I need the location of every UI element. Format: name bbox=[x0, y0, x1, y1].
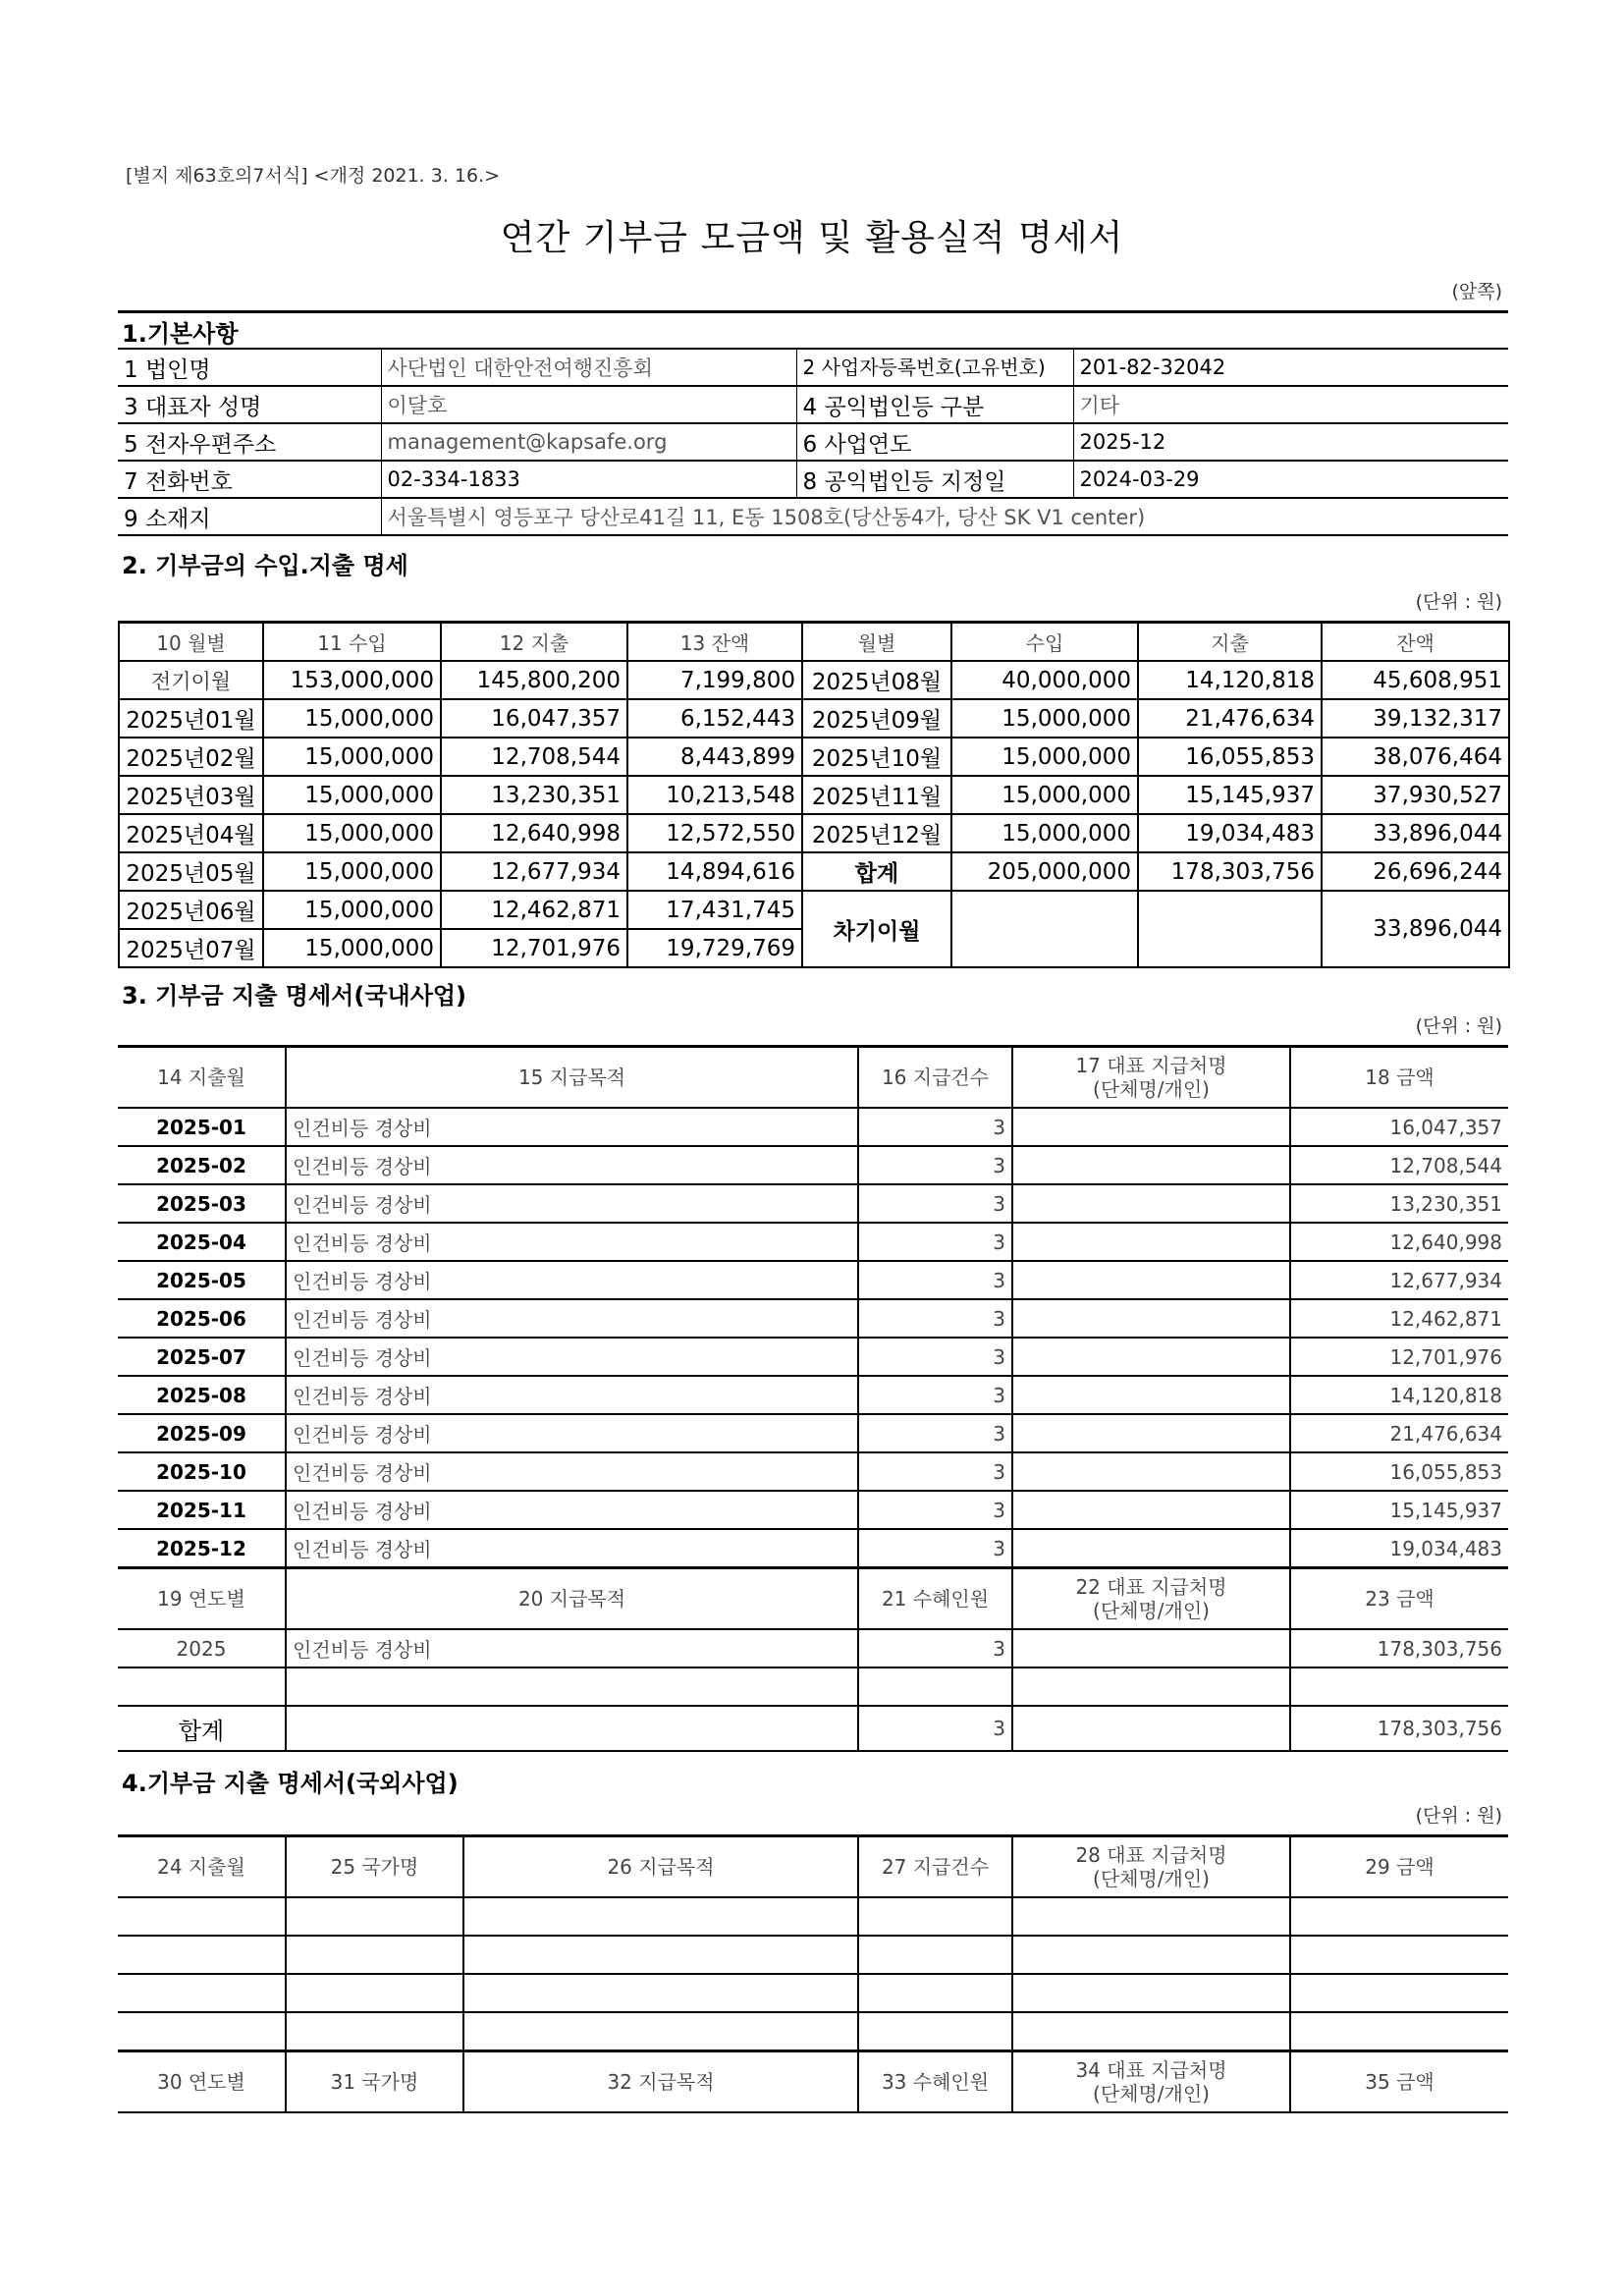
section1-top-rule bbox=[118, 310, 1508, 313]
empty-cell bbox=[1012, 2012, 1290, 2051]
purpose-cell: 인건비등 경상비 bbox=[286, 1146, 858, 1184]
amount-cell: 12,701,976 bbox=[1290, 1338, 1508, 1376]
month-cell: 2025-12 bbox=[118, 1529, 286, 1568]
section3-title: 3. 기부금 지출 명세서(국내사업) bbox=[122, 982, 467, 1010]
amount-cell: 12,677,934 bbox=[1290, 1261, 1508, 1299]
col-header-subline: (단체명/개인) bbox=[1093, 1077, 1210, 1101]
amount-cell: 14,120,818 bbox=[1290, 1376, 1508, 1414]
empty-cell bbox=[858, 1936, 1012, 1974]
table-row bbox=[118, 1667, 1508, 1706]
unit-note: (단위 : 원) bbox=[1415, 1015, 1502, 1037]
empty-cell bbox=[118, 2012, 286, 2051]
count-cell: 3 bbox=[858, 1299, 1012, 1338]
recipient-cell bbox=[1012, 1299, 1290, 1338]
table-row bbox=[118, 1108, 1508, 1146]
table-row bbox=[118, 1223, 1508, 1261]
recipient-cell bbox=[1012, 1376, 1290, 1414]
address-value: 서울특별시 영등포구 당산로41길 11, E동 1508호(당산동4가, 당산 SK V1 center) bbox=[381, 498, 1508, 535]
table-row bbox=[118, 1529, 1508, 1568]
empty-cell bbox=[118, 1897, 286, 1936]
amount-cell: 16,047,357 bbox=[1290, 1108, 1508, 1146]
purpose-cell: 인건비등 경상비 bbox=[286, 1452, 858, 1491]
month-cell: 2025-07 bbox=[118, 1338, 286, 1376]
month-cell: 2025년12월 bbox=[802, 814, 951, 852]
col-header bbox=[1012, 2051, 1290, 2113]
recipient-cell bbox=[1012, 1414, 1290, 1452]
empty-cell bbox=[286, 1897, 463, 1936]
balance-cell: 7,199,800 bbox=[627, 661, 802, 699]
expense-cell: 21,476,634 bbox=[1138, 699, 1322, 738]
table-row bbox=[119, 738, 1509, 776]
balance-total: 26,696,244 bbox=[1322, 852, 1509, 891]
month-cell: 2025-01 bbox=[118, 1108, 286, 1146]
income-cell: 15,000,000 bbox=[263, 814, 441, 852]
table-row bbox=[118, 1452, 1508, 1491]
col-header: 20 지급목적 bbox=[286, 1568, 858, 1630]
designation-date-value: 2024-03-29 bbox=[1073, 461, 1508, 498]
address-label: 9 소재지 bbox=[118, 498, 381, 535]
year-cell: 2025 bbox=[118, 1629, 286, 1667]
month-cell: 2025-03 bbox=[118, 1184, 286, 1223]
month-cell: 2025년01월 bbox=[119, 699, 263, 738]
empty-cell bbox=[1012, 1667, 1290, 1706]
expense-cell: 19,034,483 bbox=[1138, 814, 1322, 852]
amount-cell: 19,034,483 bbox=[1290, 1529, 1508, 1568]
ceo-label: 3 대표자 성명 bbox=[118, 386, 381, 423]
count-cell: 3 bbox=[858, 1184, 1012, 1223]
income-cell: 153,000,000 bbox=[263, 661, 441, 699]
col-header: 30 연도별 bbox=[118, 2051, 286, 2113]
col-header-subline: (단체명/개인) bbox=[1093, 2082, 1210, 2105]
expense-cell: 12,640,998 bbox=[441, 814, 627, 852]
table-row bbox=[118, 1974, 1508, 2012]
carry-forward-expense bbox=[1138, 891, 1322, 967]
balance-cell: 14,894,616 bbox=[627, 852, 802, 891]
month-cell: 2025년10월 bbox=[802, 738, 951, 776]
col-header: 지출 bbox=[1138, 623, 1322, 662]
income-cell: 15,000,000 bbox=[263, 699, 441, 738]
expense-cell: 13,230,351 bbox=[441, 776, 627, 814]
phone-label: 7 전화번호 bbox=[118, 461, 381, 498]
col-header: 잔액 bbox=[1322, 623, 1509, 662]
col-header: 29 금액 bbox=[1290, 1836, 1508, 1898]
col-header-subline: (단체명/개인) bbox=[1093, 1599, 1210, 1622]
income-expense-table bbox=[118, 621, 1510, 968]
total-label: 합계 bbox=[118, 1706, 286, 1751]
col-header: 18 금액 bbox=[1290, 1047, 1508, 1109]
table-header-row bbox=[118, 1568, 1508, 1630]
amount-cell: 12,462,871 bbox=[1290, 1299, 1508, 1338]
ceo-value: 이달호 bbox=[381, 386, 796, 423]
table-row bbox=[118, 1629, 1508, 1667]
income-cell: 15,000,000 bbox=[263, 929, 441, 967]
amount-cell: 21,476,634 bbox=[1290, 1414, 1508, 1452]
month-cell: 2025년02월 bbox=[119, 738, 263, 776]
table-row bbox=[118, 1146, 1508, 1184]
empty-cell bbox=[1012, 1706, 1290, 1751]
empty-cell bbox=[1290, 2012, 1508, 2051]
count-cell: 3 bbox=[858, 1146, 1012, 1184]
expense-cell: 12,462,871 bbox=[441, 891, 627, 929]
empty-cell bbox=[1290, 1974, 1508, 2012]
recipient-cell bbox=[1012, 1146, 1290, 1184]
beneficiary-cell: 3 bbox=[858, 1629, 1012, 1667]
count-cell: 3 bbox=[858, 1261, 1012, 1299]
total-amount: 178,303,756 bbox=[1290, 1706, 1508, 1751]
empty-cell bbox=[858, 2012, 1012, 2051]
month-cell: 2025-02 bbox=[118, 1146, 286, 1184]
month-cell: 2025-04 bbox=[118, 1223, 286, 1261]
empty-cell bbox=[463, 1897, 858, 1936]
col-header: 13 잔액 bbox=[627, 623, 802, 662]
purpose-cell: 인건비등 경상비 bbox=[286, 1414, 858, 1452]
empty-cell bbox=[1290, 1897, 1508, 1936]
col-header-line: 17 대표 지급처명 bbox=[1075, 1054, 1227, 1077]
empty-cell bbox=[286, 1974, 463, 2012]
table-row bbox=[118, 2012, 1508, 2051]
expense-cell: 12,677,934 bbox=[441, 852, 627, 891]
table-row bbox=[118, 1184, 1508, 1223]
domestic-expense-table bbox=[118, 1045, 1508, 1752]
income-cell: 15,000,000 bbox=[263, 852, 441, 891]
phone-value: 02-334-1833 bbox=[381, 461, 796, 498]
email-label: 5 전자우편주소 bbox=[118, 423, 381, 461]
count-cell: 3 bbox=[858, 1108, 1012, 1146]
recipient-cell bbox=[1012, 1223, 1290, 1261]
col-header: 10 월별 bbox=[119, 623, 263, 662]
count-cell: 3 bbox=[858, 1338, 1012, 1376]
fiscal-year-label: 6 사업연도 bbox=[796, 423, 1073, 461]
purpose-cell: 인건비등 경상비 bbox=[286, 1491, 858, 1529]
count-cell: 3 bbox=[858, 1529, 1012, 1568]
col-header: 14 지출월 bbox=[118, 1047, 286, 1109]
empty-cell bbox=[463, 1936, 858, 1974]
table-row bbox=[118, 1491, 1508, 1529]
empty-cell bbox=[1012, 1936, 1290, 1974]
expense-cell: 16,055,853 bbox=[1138, 738, 1322, 776]
email-value: management@kapsafe.org bbox=[381, 423, 796, 461]
empty-cell bbox=[286, 1706, 858, 1751]
form-reference: [별지 제63호의7서식] <개정 2021. 3. 16.> bbox=[126, 165, 501, 187]
table-header-row bbox=[118, 1836, 1508, 1898]
purpose-cell: 인건비등 경상비 bbox=[286, 1184, 858, 1223]
carry-forward-label: 차기이월 bbox=[802, 891, 951, 967]
col-header: 32 지급목적 bbox=[463, 2051, 858, 2113]
col-header: 27 지급건수 bbox=[858, 1836, 1012, 1898]
purpose-cell: 인건비등 경상비 bbox=[286, 1223, 858, 1261]
recipient-cell bbox=[1012, 1629, 1290, 1667]
table-header-row bbox=[119, 623, 1509, 662]
table-row bbox=[118, 1376, 1508, 1414]
table-row bbox=[119, 891, 1509, 929]
empty-cell bbox=[1290, 1936, 1508, 1974]
income-total: 205,000,000 bbox=[951, 852, 1138, 891]
amount-cell: 15,145,937 bbox=[1290, 1491, 1508, 1529]
col-header: 31 국가명 bbox=[286, 2051, 463, 2113]
table-total-row bbox=[118, 1706, 1508, 1751]
recipient-cell bbox=[1012, 1108, 1290, 1146]
month-cell: 2025년07월 bbox=[119, 929, 263, 967]
overseas-expense-table bbox=[118, 1834, 1508, 2113]
income-cell: 15,000,000 bbox=[263, 891, 441, 929]
empty-cell bbox=[286, 1936, 463, 1974]
table-row bbox=[119, 814, 1509, 852]
month-cell: 2025-10 bbox=[118, 1452, 286, 1491]
recipient-cell bbox=[1012, 1184, 1290, 1223]
recipient-cell bbox=[1012, 1529, 1290, 1568]
section2-title: 2. 기부금의 수입.지출 명세 bbox=[122, 552, 408, 579]
balance-cell: 45,608,951 bbox=[1322, 661, 1509, 699]
col-header: 15 지급목적 bbox=[286, 1047, 858, 1109]
fiscal-year-value: 2025-12 bbox=[1073, 423, 1508, 461]
balance-cell: 38,076,464 bbox=[1322, 738, 1509, 776]
purpose-cell: 인건비등 경상비 bbox=[286, 1529, 858, 1568]
expense-cell: 12,701,976 bbox=[441, 929, 627, 967]
income-cell: 15,000,000 bbox=[951, 699, 1138, 738]
basic-info-row bbox=[118, 386, 1508, 423]
month-cell: 2025-06 bbox=[118, 1299, 286, 1338]
col-header-line: 22 대표 지급처명 bbox=[1075, 1575, 1227, 1599]
amount-cell: 12,640,998 bbox=[1290, 1223, 1508, 1261]
expense-cell: 16,047,357 bbox=[441, 699, 627, 738]
designation-date-label: 8 공익법인등 지정일 bbox=[796, 461, 1073, 498]
table-row bbox=[118, 1338, 1508, 1376]
col-header: 23 금액 bbox=[1290, 1568, 1508, 1630]
table-row bbox=[119, 699, 1509, 738]
expense-cell: 145,800,200 bbox=[441, 661, 627, 699]
total-label: 합계 bbox=[802, 852, 951, 891]
income-cell: 15,000,000 bbox=[951, 738, 1138, 776]
carry-forward-balance: 33,896,044 bbox=[1322, 891, 1509, 967]
count-cell: 3 bbox=[858, 1414, 1012, 1452]
purpose-cell: 인건비등 경상비 bbox=[286, 1376, 858, 1414]
section1-title: 1.기본사항 bbox=[122, 320, 239, 348]
col-header bbox=[1012, 1047, 1290, 1109]
bizno-label: 2 사업자등록번호(고유번호) bbox=[796, 349, 1073, 386]
table-row bbox=[119, 852, 1509, 891]
col-header: 수입 bbox=[951, 623, 1138, 662]
month-cell: 2025년09월 bbox=[802, 699, 951, 738]
col-header bbox=[1012, 1568, 1290, 1630]
corp-name-label: 1 법인명 bbox=[118, 349, 381, 386]
recipient-cell bbox=[1012, 1261, 1290, 1299]
month-cell: 2025년05월 bbox=[119, 852, 263, 891]
empty-cell bbox=[286, 1667, 858, 1706]
table-header-row bbox=[118, 1047, 1508, 1109]
month-cell: 전기이월 bbox=[119, 661, 263, 699]
purpose-cell: 인건비등 경상비 bbox=[286, 1108, 858, 1146]
section4-title: 4.기부금 지출 명세서(국외사업) bbox=[122, 1770, 459, 1797]
table-row bbox=[118, 1299, 1508, 1338]
empty-cell bbox=[286, 2012, 463, 2051]
amount-cell: 178,303,756 bbox=[1290, 1629, 1508, 1667]
page-side-note: (앞쪽) bbox=[1451, 281, 1502, 302]
empty-cell bbox=[118, 1974, 286, 2012]
basic-info-row bbox=[118, 423, 1508, 461]
month-cell: 2025-08 bbox=[118, 1376, 286, 1414]
amount-cell: 12,708,544 bbox=[1290, 1146, 1508, 1184]
balance-cell: 12,572,550 bbox=[627, 814, 802, 852]
expense-cell: 14,120,818 bbox=[1138, 661, 1322, 699]
month-cell: 2025-05 bbox=[118, 1261, 286, 1299]
corp-name-value: 사단법인 대한안전여행진흥회 bbox=[381, 349, 796, 386]
col-header: 35 금액 bbox=[1290, 2051, 1508, 2113]
balance-cell: 6,152,443 bbox=[627, 699, 802, 738]
month-cell: 2025년08월 bbox=[802, 661, 951, 699]
count-cell: 3 bbox=[858, 1452, 1012, 1491]
amount-cell: 16,055,853 bbox=[1290, 1452, 1508, 1491]
col-header: 24 지출월 bbox=[118, 1836, 286, 1898]
balance-cell: 17,431,745 bbox=[627, 891, 802, 929]
basic-info-table bbox=[118, 348, 1508, 536]
empty-cell bbox=[1012, 1897, 1290, 1936]
page-title: 연간 기부금 모금액 및 활용실적 명세서 bbox=[500, 218, 1124, 258]
table-row bbox=[118, 1897, 1508, 1936]
col-header-line: 34 대표 지급처명 bbox=[1075, 2058, 1227, 2082]
count-cell: 3 bbox=[858, 1223, 1012, 1261]
empty-cell bbox=[463, 2012, 858, 2051]
balance-cell: 37,930,527 bbox=[1322, 776, 1509, 814]
basic-info-row bbox=[118, 498, 1508, 535]
purpose-cell: 인건비등 경상비 bbox=[286, 1299, 858, 1338]
purpose-cell: 인건비등 경상비 bbox=[286, 1338, 858, 1376]
unit-note: (단위 : 원) bbox=[1415, 1805, 1502, 1827]
col-header: 19 연도별 bbox=[118, 1568, 286, 1630]
purpose-cell: 인건비등 경상비 bbox=[286, 1629, 858, 1667]
month-cell: 2025-09 bbox=[118, 1414, 286, 1452]
empty-cell bbox=[858, 1974, 1012, 2012]
count-cell: 3 bbox=[858, 1491, 1012, 1529]
col-header: 16 지급건수 bbox=[858, 1047, 1012, 1109]
table-row bbox=[118, 1414, 1508, 1452]
total-count: 3 bbox=[858, 1706, 1012, 1751]
income-cell: 40,000,000 bbox=[951, 661, 1138, 699]
basic-info-row bbox=[118, 461, 1508, 498]
income-cell: 15,000,000 bbox=[263, 776, 441, 814]
expense-cell: 15,145,937 bbox=[1138, 776, 1322, 814]
table-row bbox=[118, 1261, 1508, 1299]
corp-type-label: 4 공익법인등 구분 bbox=[796, 386, 1073, 423]
col-header: 21 수혜인원 bbox=[858, 1568, 1012, 1630]
balance-cell: 39,132,317 bbox=[1322, 699, 1509, 738]
table-header-row bbox=[118, 2051, 1508, 2113]
income-cell: 15,000,000 bbox=[263, 738, 441, 776]
col-header bbox=[1012, 1836, 1290, 1898]
basic-info-row bbox=[118, 349, 1508, 386]
month-cell: 2025년06월 bbox=[119, 891, 263, 929]
expense-total: 178,303,756 bbox=[1138, 852, 1322, 891]
unit-note: (단위 : 원) bbox=[1415, 591, 1502, 613]
col-header: 11 수입 bbox=[263, 623, 441, 662]
purpose-cell: 인건비등 경상비 bbox=[286, 1261, 858, 1299]
balance-cell: 8,443,899 bbox=[627, 738, 802, 776]
corp-type-value: 기타 bbox=[1073, 386, 1508, 423]
empty-cell bbox=[463, 1974, 858, 2012]
income-cell: 15,000,000 bbox=[951, 814, 1138, 852]
amount-cell: 13,230,351 bbox=[1290, 1184, 1508, 1223]
carry-forward-income bbox=[951, 891, 1138, 967]
empty-cell bbox=[858, 1667, 1012, 1706]
balance-cell: 19,729,769 bbox=[627, 929, 802, 967]
empty-cell bbox=[118, 1936, 286, 1974]
col-header: 12 지출 bbox=[441, 623, 627, 662]
col-header-line: 28 대표 지급처명 bbox=[1075, 1843, 1227, 1867]
empty-cell bbox=[1012, 1974, 1290, 2012]
empty-cell bbox=[1290, 1667, 1508, 1706]
income-cell: 15,000,000 bbox=[951, 776, 1138, 814]
recipient-cell bbox=[1012, 1338, 1290, 1376]
table-row bbox=[119, 661, 1509, 699]
balance-cell: 33,896,044 bbox=[1322, 814, 1509, 852]
month-cell: 2025년04월 bbox=[119, 814, 263, 852]
count-cell: 3 bbox=[858, 1376, 1012, 1414]
col-header: 33 수혜인원 bbox=[858, 2051, 1012, 2113]
recipient-cell bbox=[1012, 1452, 1290, 1491]
empty-cell bbox=[858, 1897, 1012, 1936]
empty-cell bbox=[118, 1667, 286, 1706]
expense-cell: 12,708,544 bbox=[441, 738, 627, 776]
month-cell: 2025년03월 bbox=[119, 776, 263, 814]
bizno-value: 201-82-32042 bbox=[1073, 349, 1508, 386]
balance-cell: 10,213,548 bbox=[627, 776, 802, 814]
col-header: 26 지급목적 bbox=[463, 1836, 858, 1898]
month-cell: 2025년11월 bbox=[802, 776, 951, 814]
month-cell: 2025-11 bbox=[118, 1491, 286, 1529]
recipient-cell bbox=[1012, 1491, 1290, 1529]
col-header-subline: (단체명/개인) bbox=[1093, 1867, 1210, 1890]
table-row bbox=[118, 1936, 1508, 1974]
col-header: 25 국가명 bbox=[286, 1836, 463, 1898]
col-header: 월별 bbox=[802, 623, 951, 662]
table-row bbox=[119, 776, 1509, 814]
